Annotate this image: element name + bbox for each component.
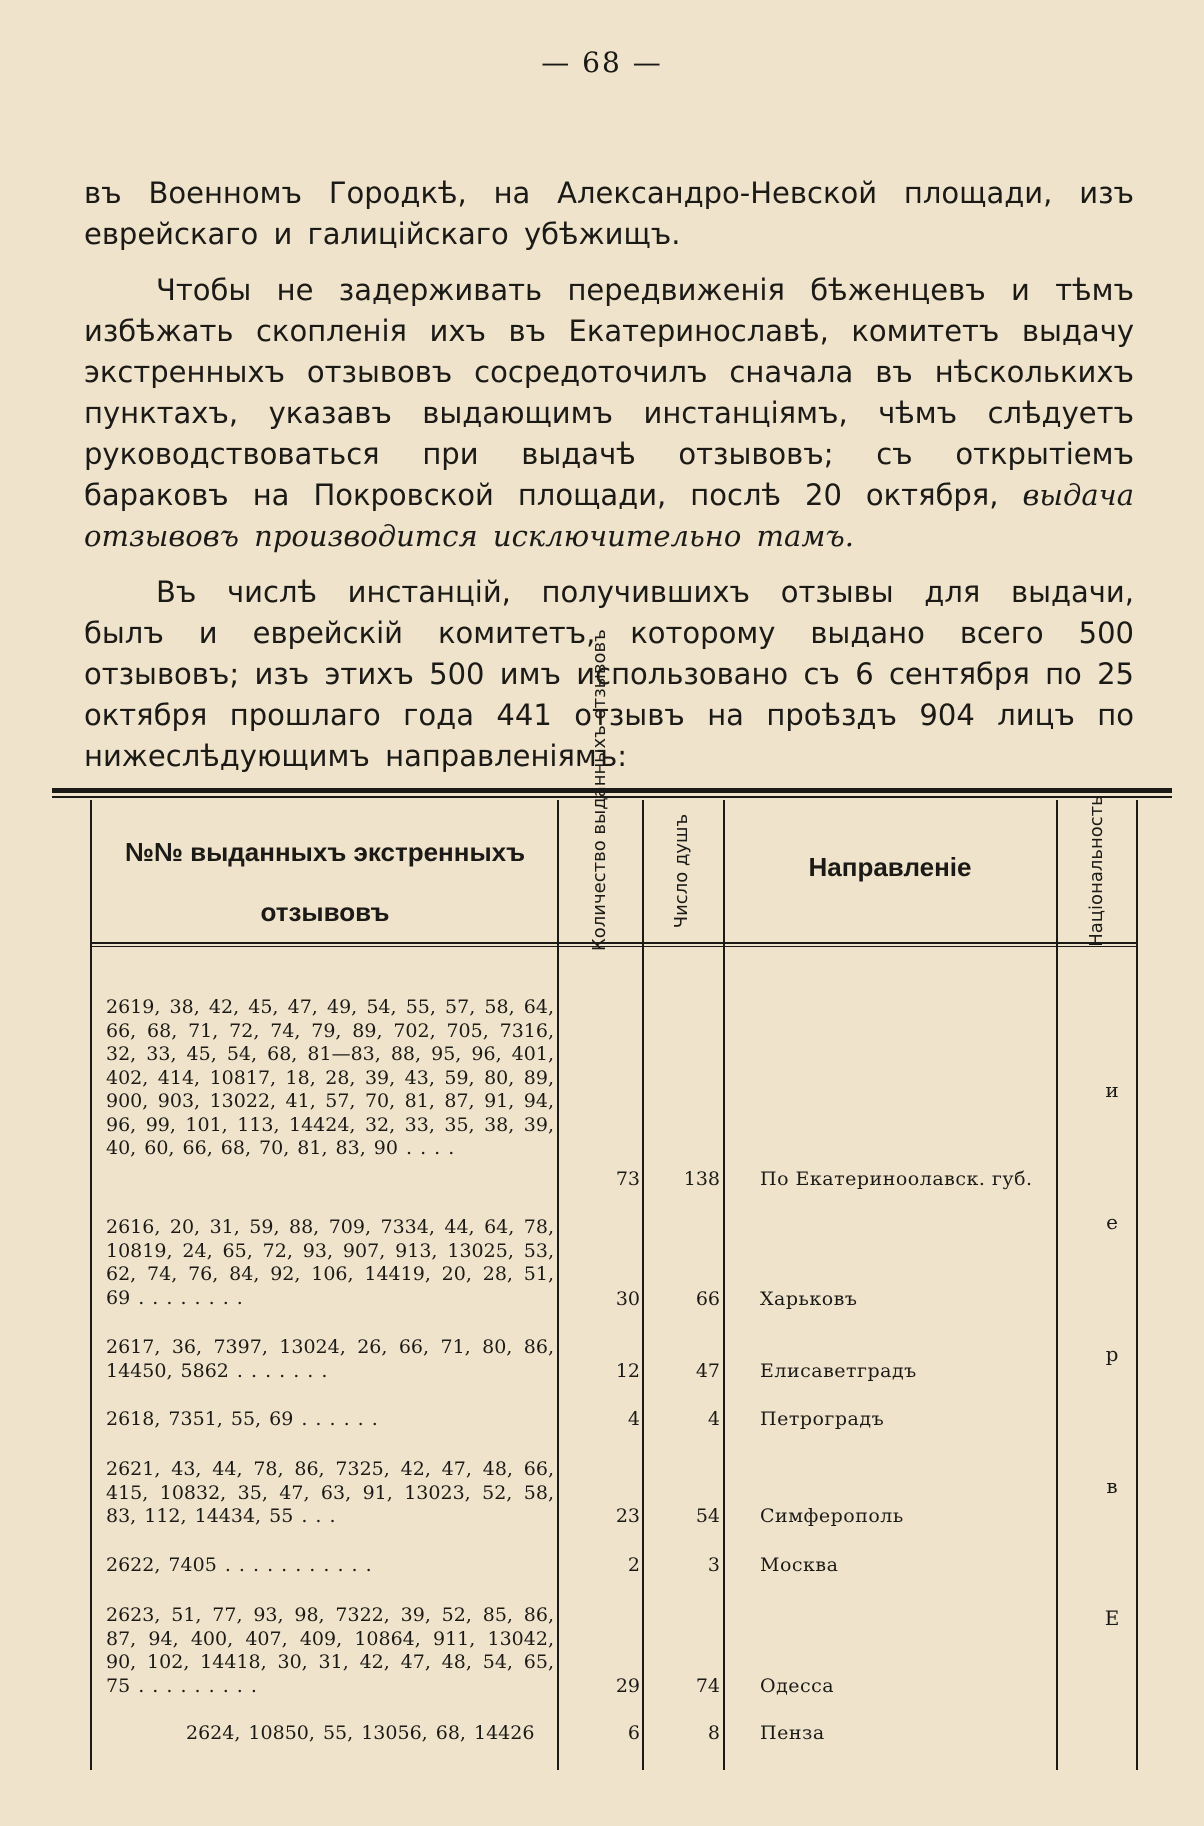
paragraph-2 [84,270,1134,557]
nationality-letter-3: р [1105,1342,1119,1366]
table-row-7-numbers: 2623, 51, 77, 93, 98, 7322, 39, 52, 85, 86, 87, 94, 400, 407, 409, 10864, 911, 13042, 90, 102, 14418, 30, 31, 42, 47, 48, 54, 65, 75 . . . . . . . . . [106,1604,554,1697]
table-row-4-numbers: 2618, 7351, 55, 69 . . . . . . [106,1408,378,1430]
paragraph-2-text: Чтобы не задерживать передвиженiя бѣженцевъ и тѣмъ избѣжать скопленiя ихъ въ Екатеринославѣ, комитетъ выдачу экстренныхъ отзывовъ сосредоточилъ сначала въ нѣсколькихъ пунктахъ, указавъ выдающимъ инстанцiямъ, чѣмъ слѣдуетъ руководствоваться при выдачѣ отзывовъ; съ открытiемъ бараковъ на Покровской площади, послѣ 20 октября, [84,273,1134,512]
table-header-rule [92,942,1137,944]
nationality-letter-1: и [1105,1078,1119,1102]
table-row-3-count: 12 [615,1360,640,1382]
header-nationality: Нацiональность [1086,795,1107,947]
table-row-1-numbers: 2619, 38, 42, 45, 47, 49, 54, 55, 57, 58, 64, 66, 68, 71, 72, 74, 79, 89, 702, 705, 7316, 32, 33, 45, 54, 68, 81—83, 88, 95, 96, 401, 402, 414, 10817, 18, 28, 39, 43, 59, 80, 89, 900, 903, 13022, 41, 57, 70, 81, 87, 91, 94, 96, 99, 101, 113, 14424, 32, 33, 35, 38, 39, 40, 60, 66, 68, 70, 81, 83, 90 . . . . [106,996,554,1159]
table-row-8-count: 6 [627,1722,640,1744]
header-count: Количество выданныхъ отзывовъ [589,629,610,951]
table-row-2-direction: Харьковъ [760,1288,858,1310]
page-number: — 68 — [541,46,663,79]
table-header-rule-thin [92,946,1137,947]
table-row-2-souls: 66 [695,1288,720,1310]
table-row-8-souls: 8 [707,1722,720,1744]
table-row-5-direction: Симферополь [760,1505,904,1527]
table-row-7-count: 29 [615,1675,640,1697]
col-divider-1 [557,800,559,1770]
table-row-2-numbers: 2616, 20, 31, 59, 88, 709, 7334, 44, 64, 78, 10819, 24, 65, 72, 93, 907, 913, 13025, 53, 62, 74, 76, 84, 92, 106, 14419, 20, 28, 51, 69 . . . . . . . . [106,1216,554,1309]
nationality-letter-2: е [1106,1210,1118,1234]
table-row-3-numbers: 2617, 36, 7397, 13024, 26, 66, 71, 80, 86, 14450, 5862 . . . . . . . [106,1336,554,1382]
table-row-6-souls: 3 [707,1554,720,1576]
header-direction: Направленiе [808,852,972,882]
header-souls: Число душъ [671,813,692,929]
table-row-6-count: 2 [627,1554,640,1576]
table-row-2-count: 30 [615,1288,640,1310]
table-row-5-souls: 54 [695,1505,720,1527]
table-row-4-count: 4 [627,1408,640,1430]
paragraph-1: въ Военномъ Городкѣ, на Александро-Невской площади, изъ еврейскаго и галицiйскаго убѣжищъ. [84,176,1134,251]
table-top-rule [52,788,1172,793]
table-top-rule-thin [52,796,1172,798]
table-row-7-direction: Одесса [760,1675,835,1697]
table-row-6-numbers: 2622, 7405 . . . . . . . . . . . [106,1554,372,1576]
table-row-7-souls: 74 [695,1675,720,1697]
nationality-letter-5: Е [1104,1606,1120,1630]
paragraph-3: Въ числѣ инстанцiй, получившихъ отзывы для выдачи, былъ и еврейскiй комитетъ, которому выдано всего 500 отзывовъ; изъ этихъ 500 имъ использовано съ 6 сентября по 25 октября прошлаго года 441 отзывъ на проѣздъ 904 лицъ по нижеслѣдующимъ направленiямъ: [84,575,1134,773]
table-row-8-numbers: 2624, 10850, 55, 13056, 68, 14426 [186,1722,535,1744]
col-divider-2 [642,800,644,1770]
table-row-5-count: 23 [615,1505,640,1527]
paragraph-2-italic: выдача отзывовъ производится исключительно тамъ. [84,478,1135,553]
table-right-border [1136,800,1138,1770]
table-row-5-numbers: 2621, 43, 44, 78, 86, 7325, 42, 47, 48, 66, 415, 10832, 35, 47, 63, 91, 13023, 52, 58, 83, 112, 14434, 55 . . . [106,1458,554,1527]
table-row-1-count: 73 [615,1168,640,1190]
nationality-letter-4: в [1106,1474,1118,1498]
col-divider-4 [1056,800,1058,1770]
table-left-border [90,800,92,1770]
table-row-6-direction: Москва [760,1554,839,1576]
header-numbers: №№ выданныхъ экстренныхъ отзывовъ [124,837,526,927]
table-row-4-souls: 4 [707,1408,720,1430]
table-row-4-direction: Петроградъ [760,1408,885,1430]
table-row-1-souls: 138 [683,1168,720,1190]
col-divider-3 [723,800,725,1770]
table-row-8-direction: Пенза [760,1722,825,1744]
table-row-3-souls: 47 [695,1360,720,1382]
table-row-1-direction: По Екатериноолавск. губ. [760,1168,1033,1190]
table-row-3-direction: Елисаветградъ [760,1360,917,1382]
